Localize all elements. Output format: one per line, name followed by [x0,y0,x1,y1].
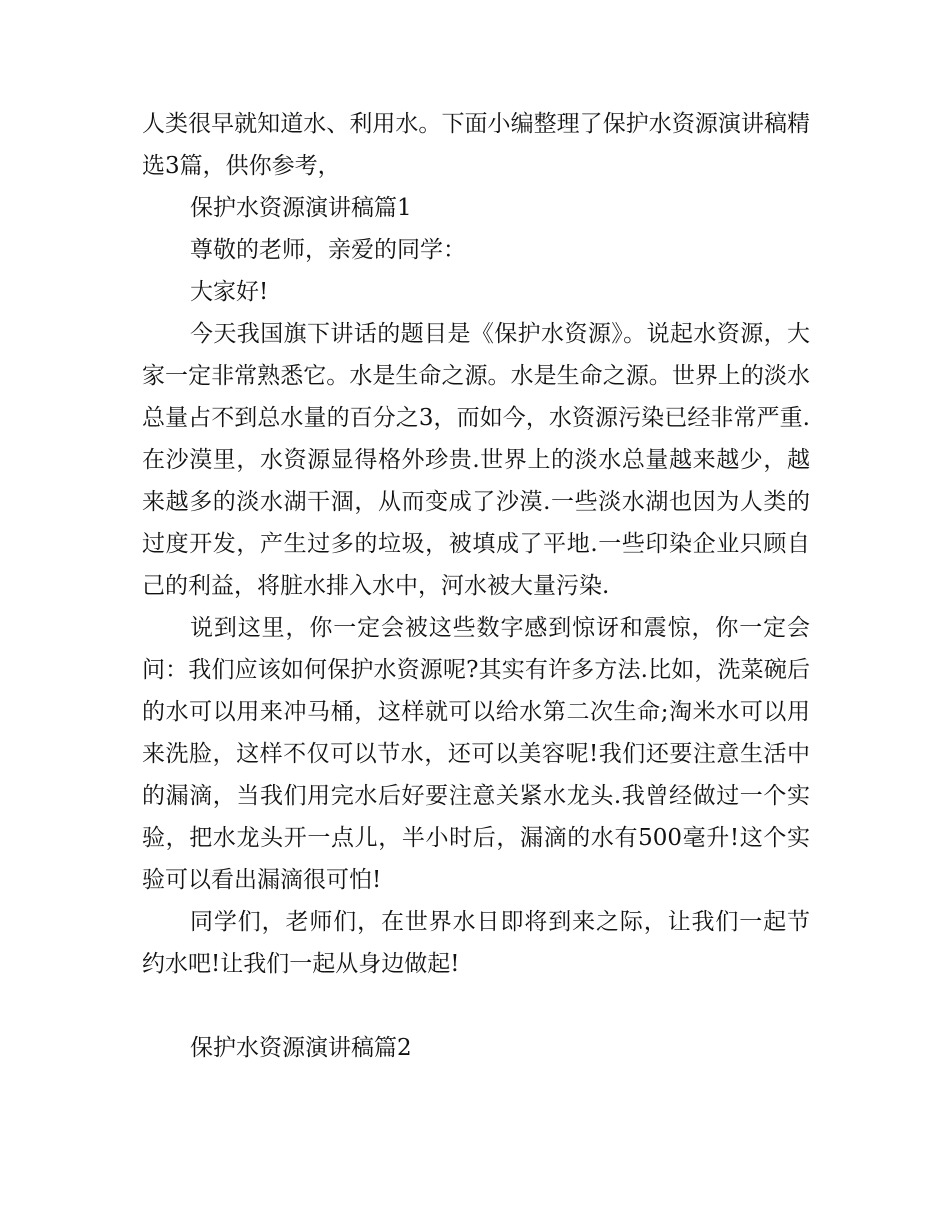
section-1-title: 保护水资源演讲稿篇1 [190,195,412,221]
intro-paragraph: 人类很早就知道水、利用水。下面小编整理了保护水资源演讲稿精选3篇，供你参考， [142,111,810,179]
body-paragraph-3: 同学们，老师们，在世界水日即将到来之际，让我们一起节约水吧!让我们一起从身边做起! [142,909,810,977]
section-2-title: 保护水资源演讲稿篇2 [190,1035,412,1061]
body-paragraph-1: 今天我国旗下讲话的题目是《保护水资源》。说起水资源，大家一定非常熟悉它。水是生命之源。水是生命之源。世界上的淡水总量占不到总水量的百分之3，而如今，水资源污染已经非常严重.在沙漠里，水资源显得格外珍贵.世界上的淡水总量越来越少，越来越多的淡水湖干涸，从而变成了沙漠.一些淡水湖也因为人类的过度开发，产生过多的垃圾，被填成了平地.一些印染企业只顾自己的利益，将脏水排入水中，河水被大量污染. [142,321,810,599]
section-spacer [142,985,810,1027]
body-paragraph-2: 说到这里，你一定会被这些数字感到惊讶和震惊，你一定会问：我们应该如何保护水资源呢?其实有许多方法.比如，洗菜碗后的水可以用来冲马桶，这样就可以给水第二次生命;淘米水可以用来洗脸，这样不仅可以节水，还可以美容呢!我们还要注意生活中的漏滴，当我们用完水后好要注意关紧水龙头.我曾经做过一个实验，把水龙头开一点儿，半小时后，漏滴的水有500毫升!这个实验可以看出漏滴很可怕! [142,615,810,893]
salutation-line: 大家好! [190,279,269,305]
document-body [142,103,810,1069]
greeting-line: 尊敬的老师，亲爱的同学： [190,237,466,263]
